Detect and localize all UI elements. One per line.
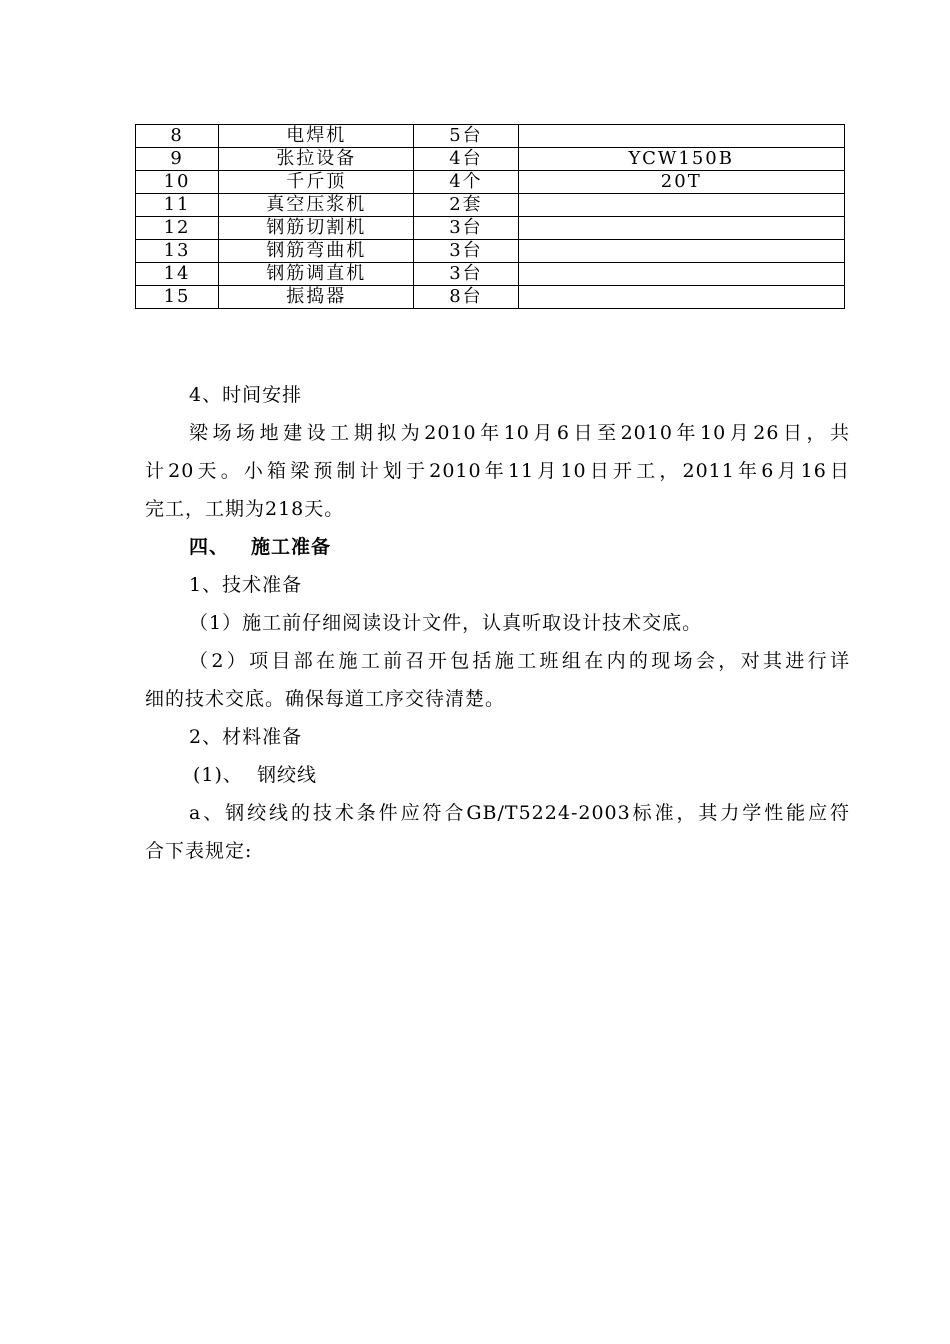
section-heading-schedule: 4、时间安排	[189, 384, 303, 406]
cell-note: YCW150B	[518, 148, 844, 171]
cell-note	[518, 263, 844, 286]
list-item: （1）施工前仔细阅读设计文件，认真听取设计技术交底。	[189, 612, 703, 634]
paragraph-line: 计20天。小箱梁预制计划于2010年11月10日开工，2011年6月16日	[145, 460, 850, 482]
table-row	[136, 194, 845, 217]
section-heading-tech: 1、技术准备	[189, 574, 303, 596]
cell-qty: 3台	[414, 263, 518, 286]
list-item: （2）项目部在施工前召开包括施工班组在内的现场会，对其进行详	[189, 650, 850, 672]
cell-no: 13	[136, 240, 219, 263]
section-heading-material: 2、材料准备	[189, 726, 303, 748]
table-row	[136, 171, 845, 194]
table-row	[136, 263, 845, 286]
paragraph-line: 完工，工期为218天。	[145, 498, 345, 520]
cell-name: 电焊机	[219, 125, 414, 148]
table-row	[136, 286, 845, 309]
cell-name: 真空压浆机	[219, 194, 414, 217]
paragraph-line: a、钢绞线的技术条件应符合GB/T5224-2003标准，其力学性能应符	[189, 802, 850, 824]
cell-name: 钢筋切割机	[219, 217, 414, 240]
cell-no: 9	[136, 148, 219, 171]
table-row	[136, 125, 845, 148]
chapter-title: 施工准备	[251, 536, 332, 558]
cell-note	[518, 194, 844, 217]
paragraph-line: 合下表规定:	[145, 840, 253, 862]
cell-qty: 8台	[414, 286, 518, 309]
chapter-number: 四、	[189, 536, 230, 558]
cell-qty: 5台	[414, 125, 518, 148]
cell-no: 12	[136, 217, 219, 240]
table-row	[136, 148, 845, 171]
cell-no: 10	[136, 171, 219, 194]
cell-qty: 3台	[414, 217, 518, 240]
cell-qty: 4个	[414, 171, 518, 194]
subsection-heading: (1)、 钢绞线	[193, 764, 317, 786]
cell-name: 振捣器	[219, 286, 414, 309]
cell-no: 15	[136, 286, 219, 309]
paragraph-line: 细的技术交底。确保每道工序交待清楚。	[145, 688, 506, 710]
body-text	[145, 376, 850, 870]
equipment-table	[135, 124, 845, 309]
cell-name: 千斤顶	[219, 171, 414, 194]
cell-no: 8	[136, 125, 219, 148]
cell-name: 钢筋调直机	[219, 263, 414, 286]
cell-qty: 2套	[414, 194, 518, 217]
cell-name: 张拉设备	[219, 148, 414, 171]
paragraph-line: 梁场场地建设工期拟为2010年10月6日至2010年10月26日，共	[189, 422, 850, 444]
cell-note	[518, 286, 844, 309]
cell-qty: 3台	[414, 240, 518, 263]
cell-note: 20T	[518, 171, 844, 194]
cell-qty: 4台	[414, 148, 518, 171]
cell-note	[518, 240, 844, 263]
cell-note	[518, 125, 844, 148]
table-row	[136, 217, 845, 240]
cell-note	[518, 217, 844, 240]
cell-no: 14	[136, 263, 219, 286]
cell-no: 11	[136, 194, 219, 217]
cell-name: 钢筋弯曲机	[219, 240, 414, 263]
table-row	[136, 240, 845, 263]
chapter-heading	[145, 528, 850, 566]
